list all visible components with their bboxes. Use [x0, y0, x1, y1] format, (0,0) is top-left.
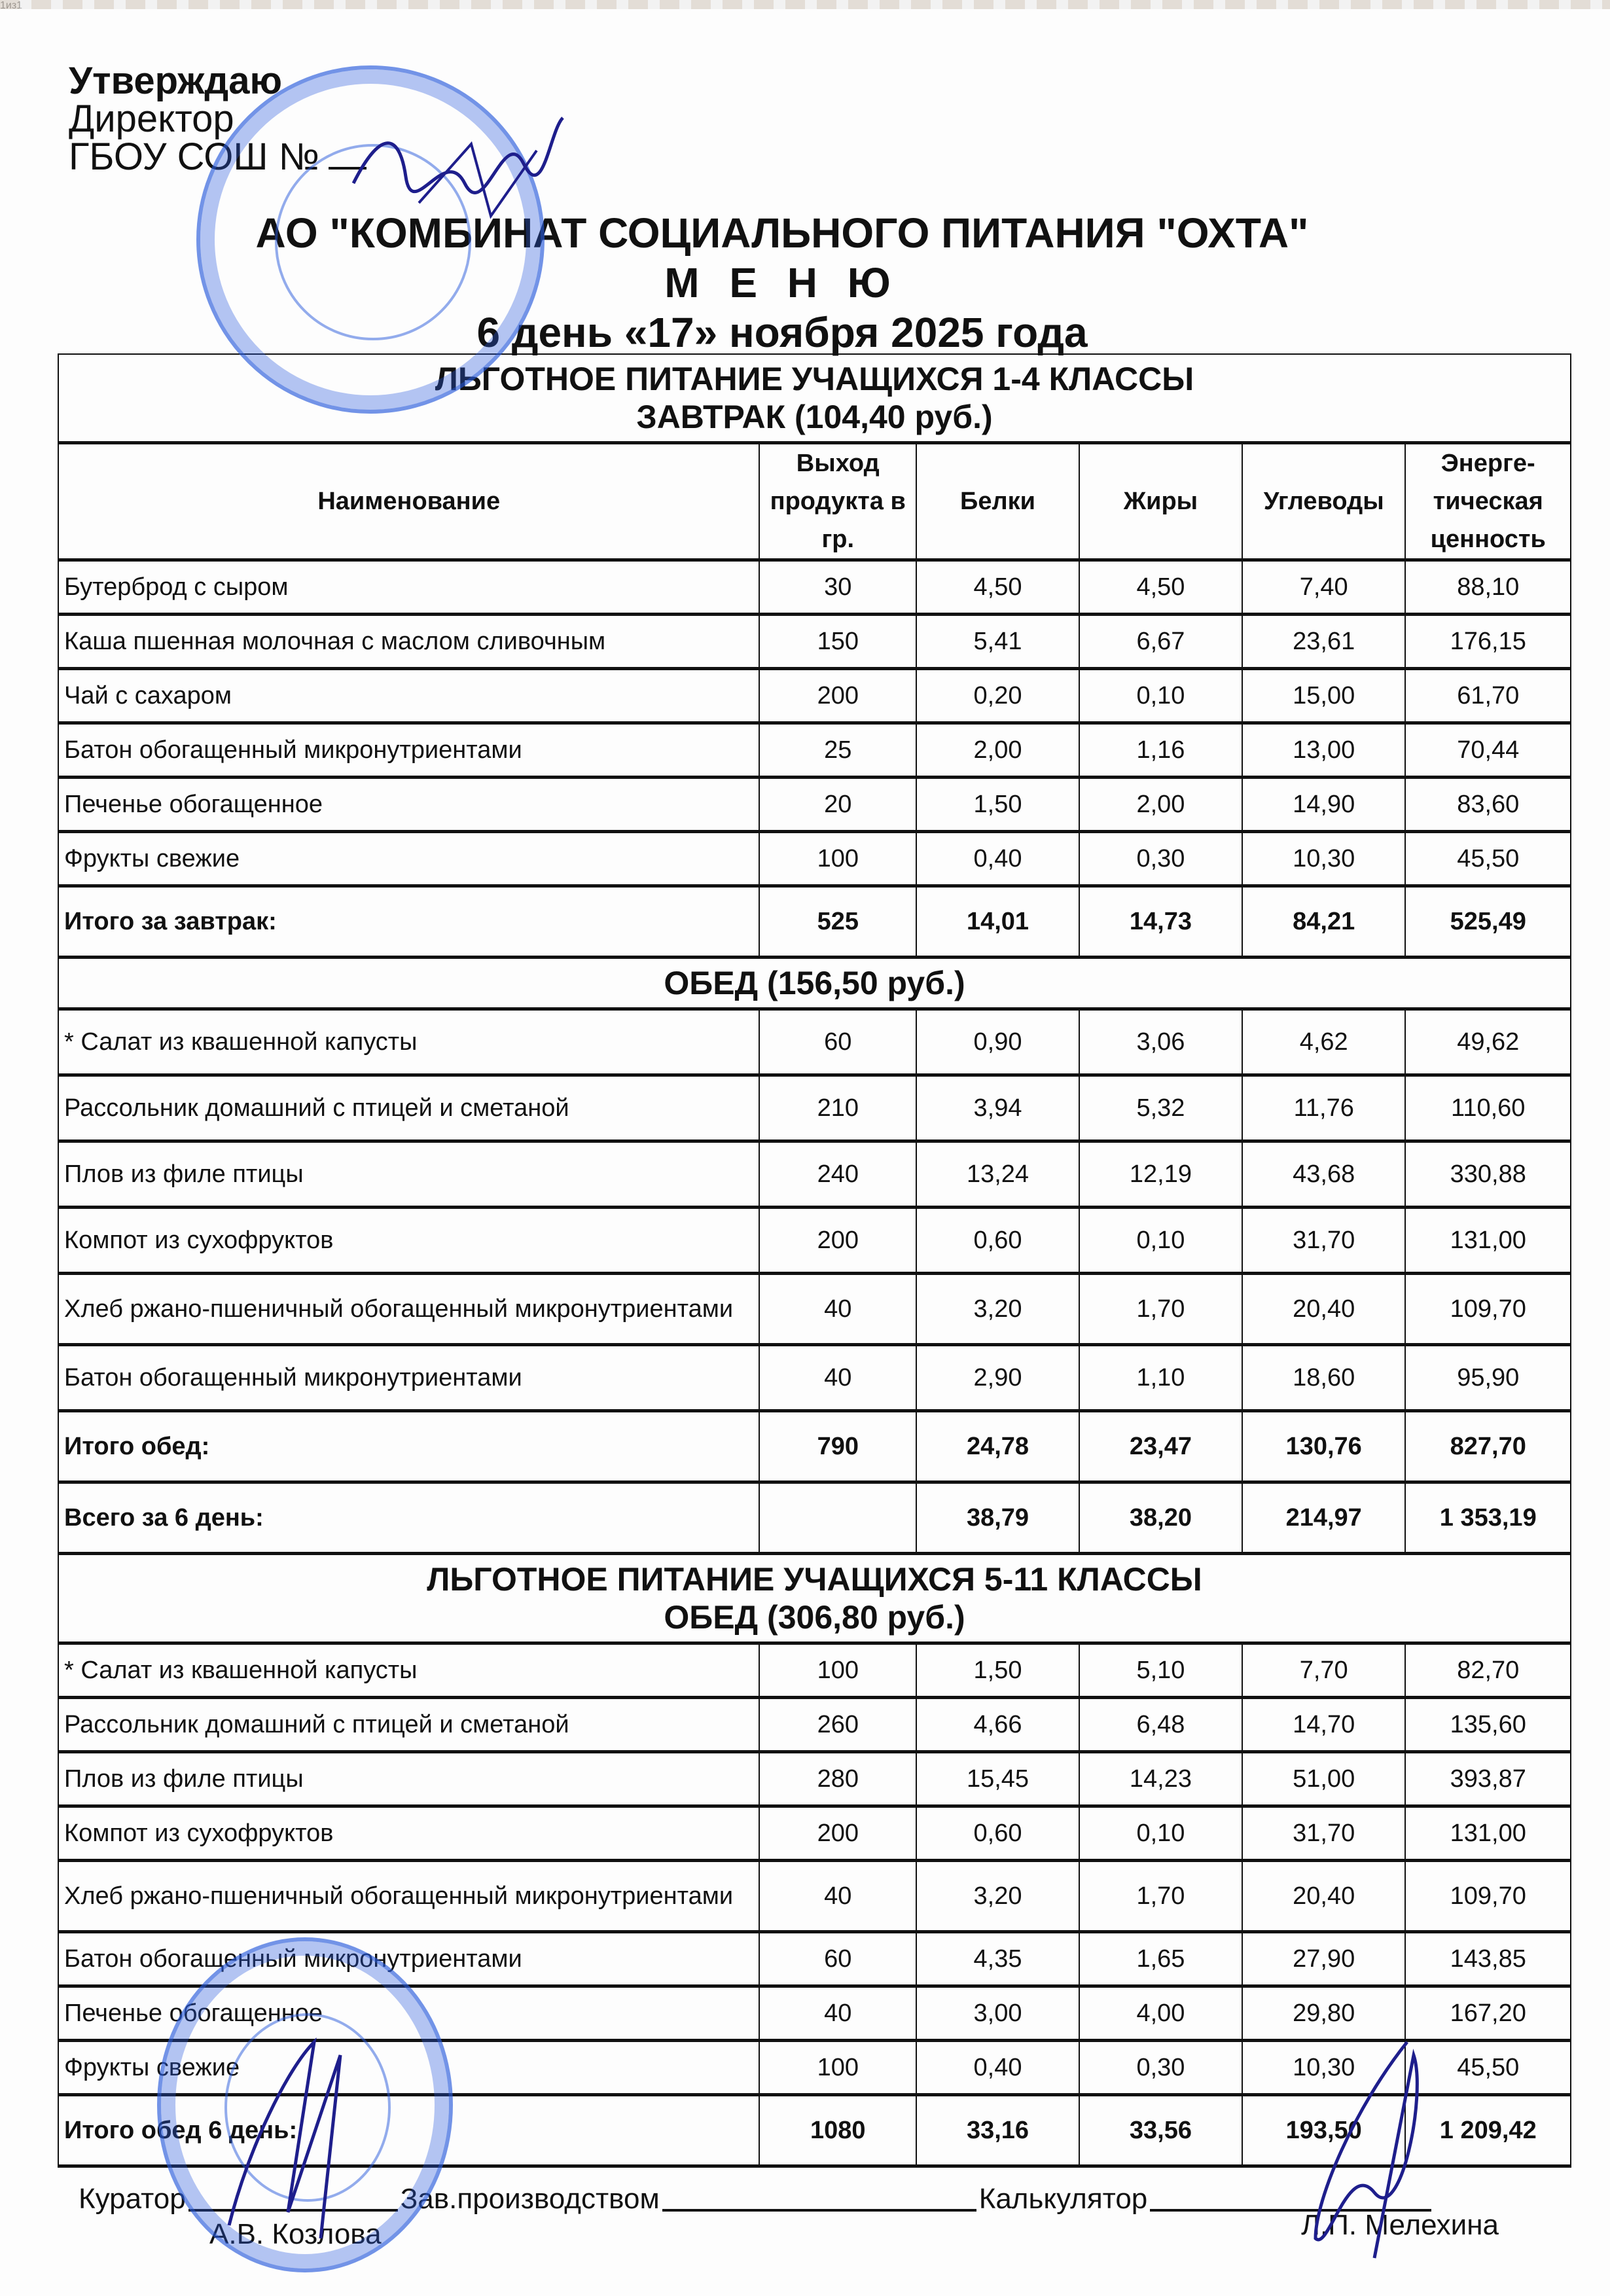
column-header-energy: Энерге-тическая ценность	[1405, 443, 1571, 560]
curator-label: Куратор	[79, 2183, 186, 2215]
cell-fat: 3,06	[1079, 1009, 1242, 1075]
cell-name: Печенье обогащенное	[58, 778, 759, 832]
table-row	[58, 1345, 1571, 1411]
calculator-label: Калькулятор	[978, 2183, 1148, 2215]
cell-carbs: 214,97	[1242, 1482, 1406, 1554]
cell-energy: 1 353,19	[1405, 1482, 1571, 1554]
cell-protein: 13,24	[916, 1141, 1079, 1208]
table-row	[58, 1208, 1571, 1274]
lunch-total-row	[58, 1411, 1571, 1482]
scan-edge	[0, 0, 1610, 9]
column-header-protein: Белки	[916, 443, 1079, 560]
cell-fat: 5,10	[1079, 1643, 1242, 1698]
table-row	[58, 1075, 1571, 1141]
cell-energy: 143,85	[1405, 1932, 1571, 1986]
cell-fat: 33,56	[1079, 2095, 1242, 2166]
cell-protein: 2,00	[916, 723, 1079, 778]
cell-energy: 525,49	[1405, 886, 1571, 958]
cell-name: Плов из филе птицы	[58, 1752, 759, 1806]
section-title: ЛЬГОТНОЕ ПИТАНИЕ УЧАЩИХСЯ 5-11 КЛАССЫ	[427, 1561, 1202, 1598]
lunch-total-row-5-11	[58, 2095, 1571, 2166]
cell-carbs: 20,40	[1242, 1861, 1406, 1932]
cell-fat: 4,00	[1079, 1986, 1242, 2041]
cell-yield	[759, 1482, 916, 1554]
meal-title-lunch: ОБЕД (156,50 руб.)	[664, 965, 965, 1001]
cell-fat: 6,67	[1079, 615, 1242, 669]
cell-yield: 100	[759, 1643, 916, 1698]
cell-carbs: 51,00	[1242, 1752, 1406, 1806]
cell-energy: 88,10	[1405, 560, 1571, 615]
cell-fat: 5,32	[1079, 1075, 1242, 1141]
column-header-name: Наименование	[58, 443, 759, 560]
cell-yield: 280	[759, 1752, 916, 1806]
cell-protein: 33,16	[916, 2095, 1079, 2166]
cell-name: Рассольник домашний с птицей и сметаной	[58, 1075, 759, 1141]
cell-carbs: 14,70	[1242, 1698, 1406, 1752]
cell-yield: 60	[759, 1932, 916, 1986]
cell-name: Итого обед 6 день:	[58, 2095, 759, 2166]
cell-carbs: 31,70	[1242, 1806, 1406, 1861]
cell-carbs: 20,40	[1242, 1274, 1406, 1345]
cell-fat: 1,10	[1079, 1345, 1242, 1411]
table-row	[58, 1643, 1571, 1698]
cell-carbs: 10,30	[1242, 2041, 1406, 2095]
table-row	[58, 1986, 1571, 2041]
menu-date: 6 день «17» ноября 2025 года	[476, 309, 1088, 356]
cell-name: * Салат из квашенной капусты	[58, 1009, 759, 1075]
table-row	[58, 1009, 1571, 1075]
cell-energy: 135,60	[1405, 1698, 1571, 1752]
cell-protein: 3,20	[916, 1861, 1079, 1932]
cell-energy: 131,00	[1405, 1208, 1571, 1274]
cell-name: Фрукты свежие	[58, 2041, 759, 2095]
production-signature-blank	[662, 2206, 976, 2212]
cell-yield: 30	[759, 560, 916, 615]
cell-name: Чай с сахаром	[58, 669, 759, 723]
cell-carbs: 7,70	[1242, 1643, 1406, 1698]
cell-fat: 0,10	[1079, 669, 1242, 723]
cell-fat: 23,47	[1079, 1411, 1242, 1482]
table-row	[58, 1274, 1571, 1345]
cell-protein: 4,66	[916, 1698, 1079, 1752]
cell-name: * Салат из квашенной капусты	[58, 1643, 759, 1698]
cell-protein: 38,79	[916, 1482, 1079, 1554]
cell-fat: 0,30	[1079, 832, 1242, 886]
table-row	[58, 669, 1571, 723]
signatures-footer	[79, 2183, 1531, 2255]
cell-carbs: 13,00	[1242, 723, 1406, 778]
document-title: М Е Н Ю	[664, 259, 900, 306]
cell-carbs: 4,62	[1242, 1009, 1406, 1075]
section-header-lunch-1-4	[58, 958, 1571, 1009]
cell-yield: 20	[759, 778, 916, 832]
curator-name: А.В. Козлова	[209, 2218, 382, 2250]
cell-yield: 1080	[759, 2095, 916, 2166]
cell-protein: 3,20	[916, 1274, 1079, 1345]
cell-yield: 150	[759, 615, 916, 669]
cell-carbs: 31,70	[1242, 1208, 1406, 1274]
column-header-yield: Выход продукта в гр.	[759, 443, 916, 560]
meal-title-lunch: ОБЕД (306,80 руб.)	[664, 1599, 965, 1636]
menu-table	[58, 353, 1571, 2168]
cell-protein: 0,20	[916, 669, 1079, 723]
cell-energy: 45,50	[1405, 2041, 1571, 2095]
cell-fat: 12,19	[1079, 1141, 1242, 1208]
cell-name: Итого за завтрак:	[58, 886, 759, 958]
cell-protein: 5,41	[916, 615, 1079, 669]
cell-yield: 40	[759, 1861, 916, 1932]
cell-yield: 210	[759, 1075, 916, 1141]
cell-carbs: 7,40	[1242, 560, 1406, 615]
cell-yield: 40	[759, 1345, 916, 1411]
cell-name: Хлеб ржано-пшеничный обогащенный микронутриентами	[58, 1274, 759, 1345]
cell-name: Рассольник домашний с птицей и сметаной	[58, 1698, 759, 1752]
cell-carbs: 29,80	[1242, 1986, 1406, 2041]
cell-protein: 15,45	[916, 1752, 1079, 1806]
cell-carbs: 10,30	[1242, 832, 1406, 886]
approval-school: ГБОУ СОШ №	[69, 138, 367, 176]
meal-title-breakfast: ЗАВТРАК (104,40 руб.)	[636, 399, 993, 435]
cell-energy: 70,44	[1405, 723, 1571, 778]
cell-energy: 95,90	[1405, 1345, 1571, 1411]
cell-carbs: 43,68	[1242, 1141, 1406, 1208]
cell-fat: 6,48	[1079, 1698, 1242, 1752]
cell-carbs: 27,90	[1242, 1932, 1406, 1986]
section-title: ЛЬГОТНОЕ ПИТАНИЕ УЧАЩИХСЯ 1-4 КЛАССЫ	[435, 361, 1194, 397]
cell-yield: 240	[759, 1141, 916, 1208]
cell-carbs: 15,00	[1242, 669, 1406, 723]
table-row	[58, 560, 1571, 615]
cell-energy: 827,70	[1405, 1411, 1571, 1482]
cell-yield: 200	[759, 1208, 916, 1274]
cell-name: Плов из филе птицы	[58, 1141, 759, 1208]
production-label: Зав.производством	[400, 2183, 660, 2215]
cell-carbs: 18,60	[1242, 1345, 1406, 1411]
cell-name: Бутерброд с сыром	[58, 560, 759, 615]
table-row	[58, 1806, 1571, 1861]
column-header-carbs: Углеводы	[1242, 443, 1406, 560]
cell-name: Итого обед:	[58, 1411, 759, 1482]
cell-name: Батон обогащенный микронутриентами	[58, 723, 759, 778]
cell-name: Фрукты свежие	[58, 832, 759, 886]
cell-yield: 100	[759, 832, 916, 886]
cell-protein: 0,60	[916, 1208, 1079, 1274]
table-row	[58, 832, 1571, 886]
section-header-grades-5-11	[58, 1554, 1571, 1643]
table-row	[58, 1861, 1571, 1932]
cell-fat: 0,10	[1079, 1208, 1242, 1274]
cell-protein: 0,40	[916, 832, 1079, 886]
cell-protein: 3,00	[916, 1986, 1079, 2041]
cell-yield: 525	[759, 886, 916, 958]
cell-energy: 109,70	[1405, 1274, 1571, 1345]
approval-block	[69, 62, 367, 176]
cell-yield: 100	[759, 2041, 916, 2095]
cell-protein: 3,94	[916, 1075, 1079, 1141]
table-row	[58, 1141, 1571, 1208]
curator-signature-blank	[188, 2206, 398, 2212]
cell-yield: 25	[759, 723, 916, 778]
cell-yield: 260	[759, 1698, 916, 1752]
cell-protein: 4,35	[916, 1932, 1079, 1986]
breakfast-total-row	[58, 886, 1571, 958]
table-row	[58, 778, 1571, 832]
cell-protein: 0,90	[916, 1009, 1079, 1075]
cell-protein: 14,01	[916, 886, 1079, 958]
cell-fat: 38,20	[1079, 1482, 1242, 1554]
cell-carbs: 23,61	[1242, 615, 1406, 669]
cell-fat: 2,00	[1079, 778, 1242, 832]
cell-energy: 330,88	[1405, 1141, 1571, 1208]
cell-name: Каша пшенная молочная с маслом сливочным	[58, 615, 759, 669]
cell-fat: 14,73	[1079, 886, 1242, 958]
cell-fat: 4,50	[1079, 560, 1242, 615]
cell-carbs: 193,50	[1242, 2095, 1406, 2166]
cell-fat: 1,16	[1079, 723, 1242, 778]
cell-energy: 176,15	[1405, 615, 1571, 669]
cell-name: Хлеб ржано-пшеничный обогащенный микронутриентами	[58, 1861, 759, 1932]
school-number-blank	[329, 167, 367, 170]
day-total-row	[58, 1482, 1571, 1554]
cell-protein: 0,60	[916, 1806, 1079, 1861]
cell-energy: 83,60	[1405, 778, 1571, 832]
cell-protein: 24,78	[916, 1411, 1079, 1482]
cell-energy: 61,70	[1405, 669, 1571, 723]
cell-protein: 1,50	[916, 1643, 1079, 1698]
table-row	[58, 615, 1571, 669]
cell-yield: 200	[759, 1806, 916, 1861]
cell-yield: 200	[759, 669, 916, 723]
cell-fat: 1,70	[1079, 1274, 1242, 1345]
cell-yield: 40	[759, 1986, 916, 2041]
cell-yield: 790	[759, 1411, 916, 1482]
cell-protein: 4,50	[916, 560, 1079, 615]
calculator-name: Л.П. Мелехина	[1301, 2209, 1499, 2241]
cell-carbs: 14,90	[1242, 778, 1406, 832]
cell-energy: 131,00	[1405, 1806, 1571, 1861]
cell-protein: 0,40	[916, 2041, 1079, 2095]
cell-protein: 1,50	[916, 778, 1079, 832]
cell-fat: 1,70	[1079, 1861, 1242, 1932]
table-row	[58, 1698, 1571, 1752]
document-header	[249, 208, 1315, 357]
column-header-fat: Жиры	[1079, 443, 1242, 560]
cell-carbs: 84,21	[1242, 886, 1406, 958]
cell-energy: 167,20	[1405, 1986, 1571, 2041]
cell-yield: 60	[759, 1009, 916, 1075]
organization-name: АО "КОМБИНАТ СОЦИАЛЬНОГО ПИТАНИЯ "ОХТА"	[255, 209, 1309, 257]
approval-position: Директор	[69, 98, 234, 140]
column-header-row	[58, 443, 1571, 560]
cell-fat: 14,23	[1079, 1752, 1242, 1806]
section-header-grades-1-4	[58, 354, 1571, 443]
cell-carbs: 11,76	[1242, 1075, 1406, 1141]
cell-energy: 393,87	[1405, 1752, 1571, 1806]
cell-energy: 49,62	[1405, 1009, 1571, 1075]
table-row	[58, 2041, 1571, 2095]
cell-energy: 82,70	[1405, 1643, 1571, 1698]
cell-protein: 2,90	[916, 1345, 1079, 1411]
cell-energy: 45,50	[1405, 832, 1571, 886]
cell-fat: 1,65	[1079, 1932, 1242, 1986]
cell-energy: 109,70	[1405, 1861, 1571, 1932]
cell-energy: 110,60	[1405, 1075, 1571, 1141]
cell-energy: 1 209,42	[1405, 2095, 1571, 2166]
cell-name: Печенье обогащенное	[58, 1986, 759, 2041]
table-row	[58, 723, 1571, 778]
cell-name: Компот из сухофруктов	[58, 1806, 759, 1861]
cell-name: Компот из сухофруктов	[58, 1208, 759, 1274]
cell-yield: 40	[759, 1274, 916, 1345]
cell-name: Батон обогащенный микронутриентами	[58, 1345, 759, 1411]
cell-fat: 0,10	[1079, 1806, 1242, 1861]
approval-title: Утверждаю	[69, 60, 283, 102]
table-row	[58, 1932, 1571, 1986]
cell-name: Всего за 6 день:	[58, 1482, 759, 1554]
cell-name: Батон обогащенный микронутриентами	[58, 1932, 759, 1986]
cell-carbs: 130,76	[1242, 1411, 1406, 1482]
cell-fat: 0,30	[1079, 2041, 1242, 2095]
table-row	[58, 1752, 1571, 1806]
